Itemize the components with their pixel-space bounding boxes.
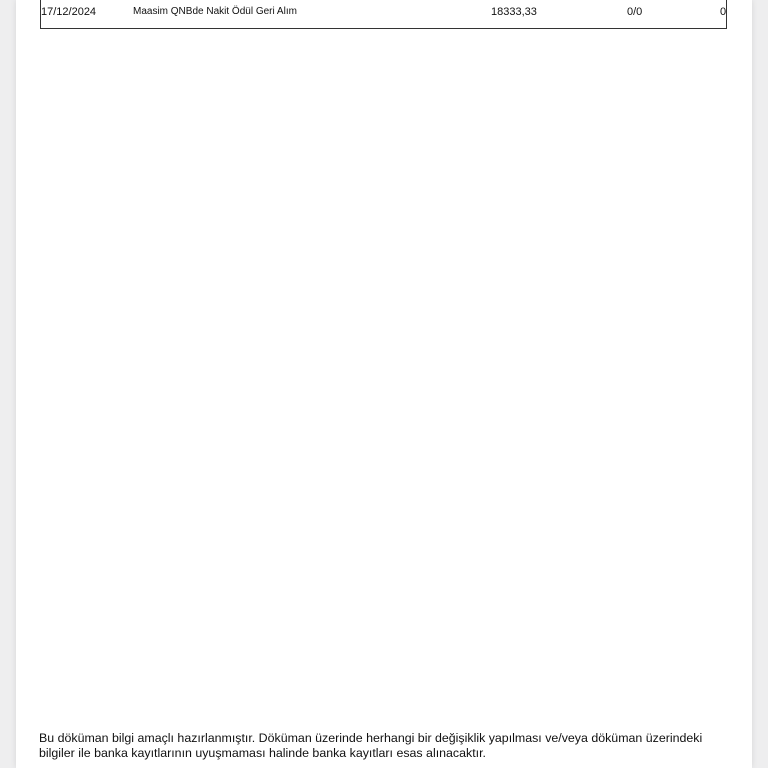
transaction-installment: 0/0 (627, 6, 643, 18)
disclaimer-text: Bu döküman bilgi amaçlı hazırlanmıştır. Döküman üzerinde herhangi bir değişiklik yapılması ve/veya döküman üzerindeki bilgiler ile banka kayıtlarının uyuşmaması halinde banka kayıtları esas alınacaktır. (39, 731, 703, 760)
transaction-amount: 18333,33 (491, 6, 537, 18)
transaction-date: 17/12/2024 (41, 6, 97, 18)
transaction-description: Maasim QNBde Nakit Ödül Geri Alım (133, 6, 297, 17)
transaction-points: 0 (720, 6, 727, 18)
table-row (40, 0, 727, 29)
statement-page (16, 0, 752, 768)
